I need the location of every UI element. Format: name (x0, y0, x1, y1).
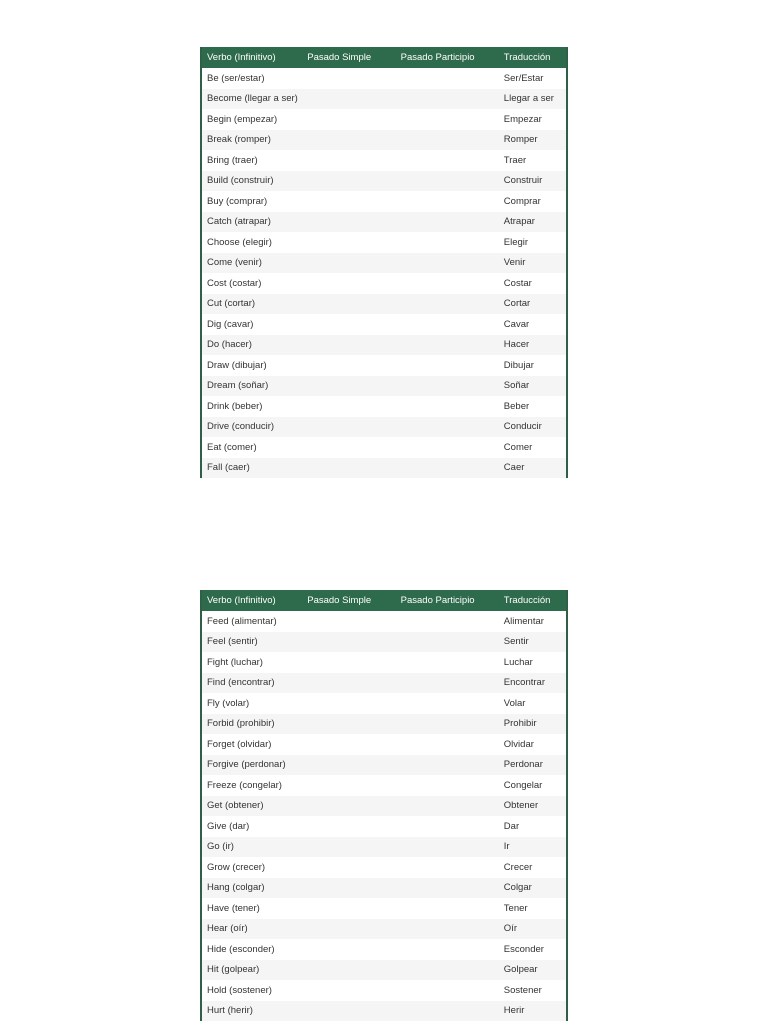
cell-translation: Congelar (503, 779, 543, 791)
cell-translation: Cavar (503, 318, 530, 330)
cell-infinitive: Grow (crecer) (207, 861, 266, 873)
cell-translation: Comer (503, 441, 533, 453)
verb-table-1 (200, 47, 568, 478)
cell-infinitive: Dig (cavar) (207, 318, 254, 330)
table-row (202, 673, 566, 694)
table-row (202, 919, 566, 940)
cell-translation: Tener (503, 902, 528, 914)
cell-infinitive: Have (tener) (207, 902, 260, 914)
cell-infinitive: Hit (golpear) (207, 964, 260, 976)
cell-infinitive: Hold (sostener) (207, 984, 272, 996)
cell-infinitive: Break (romper) (207, 134, 271, 146)
cell-translation: Obtener (503, 800, 539, 812)
table-row (202, 714, 566, 735)
table-row (202, 150, 566, 171)
table-row (202, 878, 566, 899)
cell-translation: Soñar (503, 380, 530, 392)
header-translation: Traducción (503, 595, 551, 606)
cell-translation: Construir (503, 175, 543, 187)
cell-infinitive: Cut (cortar) (207, 298, 256, 310)
cell-infinitive: Drink (beber) (207, 400, 263, 412)
table-row (202, 232, 566, 253)
cell-infinitive: Do (hacer) (207, 339, 252, 351)
table-row (202, 171, 566, 192)
cell-infinitive: Cost (costar) (207, 277, 262, 289)
cell-translation: Luchar (503, 656, 533, 668)
cell-translation: Golpear (503, 964, 538, 976)
cell-infinitive: Become (llegar a ser) (207, 93, 298, 105)
cell-infinitive: Be (ser/estar) (207, 72, 265, 84)
table-header (202, 590, 566, 611)
table-row (202, 652, 566, 673)
cell-translation: Beber (503, 400, 530, 412)
cell-translation: Alimentar (503, 615, 544, 627)
table-row (202, 939, 566, 960)
table-row (202, 335, 566, 356)
table-row (202, 980, 566, 1001)
table-row (202, 273, 566, 294)
table-row (202, 314, 566, 335)
header-infinitive: Verbo (Infinitivo) (207, 52, 276, 63)
verb-table-2 (200, 590, 568, 1021)
cell-translation: Ir (503, 841, 510, 853)
table-row (202, 755, 566, 776)
cell-infinitive: Hurt (herir) (207, 1005, 253, 1017)
cell-translation: Volar (503, 697, 526, 709)
cell-translation: Encontrar (503, 677, 545, 689)
cell-infinitive: Go (ir) (207, 841, 234, 853)
cell-infinitive: Draw (dibujar) (207, 359, 267, 371)
cell-infinitive: Buy (comprar) (207, 195, 268, 207)
cell-translation: Herir (503, 1005, 525, 1017)
cell-translation: Llegar a ser (503, 93, 554, 105)
cell-translation: Prohibir (503, 718, 537, 730)
table-body (202, 68, 566, 478)
header-past-simple: Pasado Simple (307, 52, 372, 63)
table-row (202, 898, 566, 919)
cell-infinitive: Dream (soñar) (207, 380, 269, 392)
table-row (202, 355, 566, 376)
table-row (202, 253, 566, 274)
cell-infinitive: Fight (luchar) (207, 656, 263, 668)
header-past-participle: Pasado Participio (400, 52, 475, 63)
table-row (202, 89, 566, 110)
cell-translation: Sentir (503, 636, 529, 648)
table-row (202, 632, 566, 653)
cell-translation: Ser/Estar (503, 72, 544, 84)
table-row (202, 68, 566, 89)
table-body (202, 611, 566, 1021)
table-row (202, 1001, 566, 1022)
cell-translation: Comprar (503, 195, 541, 207)
cell-infinitive: Freeze (congelar) (207, 779, 282, 791)
table-row (202, 775, 566, 796)
cell-infinitive: Feed (alimentar) (207, 615, 277, 627)
cell-infinitive: Choose (elegir) (207, 236, 272, 248)
table-row (202, 130, 566, 151)
cell-infinitive: Build (construir) (207, 175, 274, 187)
cell-infinitive: Eat (comer) (207, 441, 257, 453)
table-header (202, 47, 566, 68)
cell-translation: Conducir (503, 421, 542, 433)
cell-infinitive: Begin (empezar) (207, 113, 278, 125)
cell-translation: Atrapar (503, 216, 535, 228)
cell-infinitive: Forgive (perdonar) (207, 759, 286, 771)
table-row (202, 396, 566, 417)
table-row (202, 611, 566, 632)
table-row (202, 734, 566, 755)
cell-infinitive: Drive (conducir) (207, 421, 275, 433)
cell-translation: Oír (503, 923, 517, 935)
table-row (202, 437, 566, 458)
table-row (202, 816, 566, 837)
cell-infinitive: Forbid (prohibir) (207, 718, 275, 730)
table-row (202, 837, 566, 858)
table-row (202, 458, 566, 479)
cell-infinitive: Feel (sentir) (207, 636, 258, 648)
table-row (202, 960, 566, 981)
cell-infinitive: Come (venir) (207, 257, 262, 269)
cell-translation: Olvidar (503, 738, 534, 750)
table-row (202, 109, 566, 130)
cell-infinitive: Find (encontrar) (207, 677, 275, 689)
cell-infinitive: Bring (traer) (207, 154, 258, 166)
cell-translation: Traer (503, 154, 527, 166)
table-row (202, 212, 566, 233)
cell-translation: Empezar (503, 113, 542, 125)
cell-infinitive: Fly (volar) (207, 697, 250, 709)
header-infinitive: Verbo (Infinitivo) (207, 595, 276, 606)
cell-translation: Perdonar (503, 759, 543, 771)
header-translation: Traducción (503, 52, 551, 63)
table-row (202, 376, 566, 397)
cell-infinitive: Hide (esconder) (207, 943, 275, 955)
cell-translation: Elegir (503, 236, 529, 248)
cell-translation: Esconder (503, 943, 544, 955)
cell-translation: Cortar (503, 298, 531, 310)
cell-translation: Costar (503, 277, 532, 289)
cell-infinitive: Hang (colgar) (207, 882, 265, 894)
cell-translation: Crecer (503, 861, 533, 873)
table-row (202, 796, 566, 817)
header-past-simple: Pasado Simple (307, 595, 372, 606)
cell-infinitive: Get (obtener) (207, 800, 264, 812)
cell-infinitive: Catch (atrapar) (207, 216, 271, 228)
cell-infinitive: Fall (caer) (207, 462, 250, 474)
cell-translation: Sostener (503, 984, 542, 996)
cell-infinitive: Hear (oír) (207, 923, 248, 935)
cell-translation: Venir (503, 257, 526, 269)
cell-translation: Hacer (503, 339, 530, 351)
table-row (202, 294, 566, 315)
cell-infinitive: Forget (olvidar) (207, 738, 272, 750)
table-row (202, 857, 566, 878)
header-past-participle: Pasado Participio (400, 595, 475, 606)
cell-translation: Colgar (503, 882, 532, 894)
table-row (202, 191, 566, 212)
cell-translation: Dar (503, 820, 520, 832)
cell-translation: Romper (503, 134, 538, 146)
cell-translation: Dibujar (503, 359, 534, 371)
table-row (202, 417, 566, 438)
table-row (202, 693, 566, 714)
cell-infinitive: Give (dar) (207, 820, 250, 832)
cell-translation: Caer (503, 462, 525, 474)
